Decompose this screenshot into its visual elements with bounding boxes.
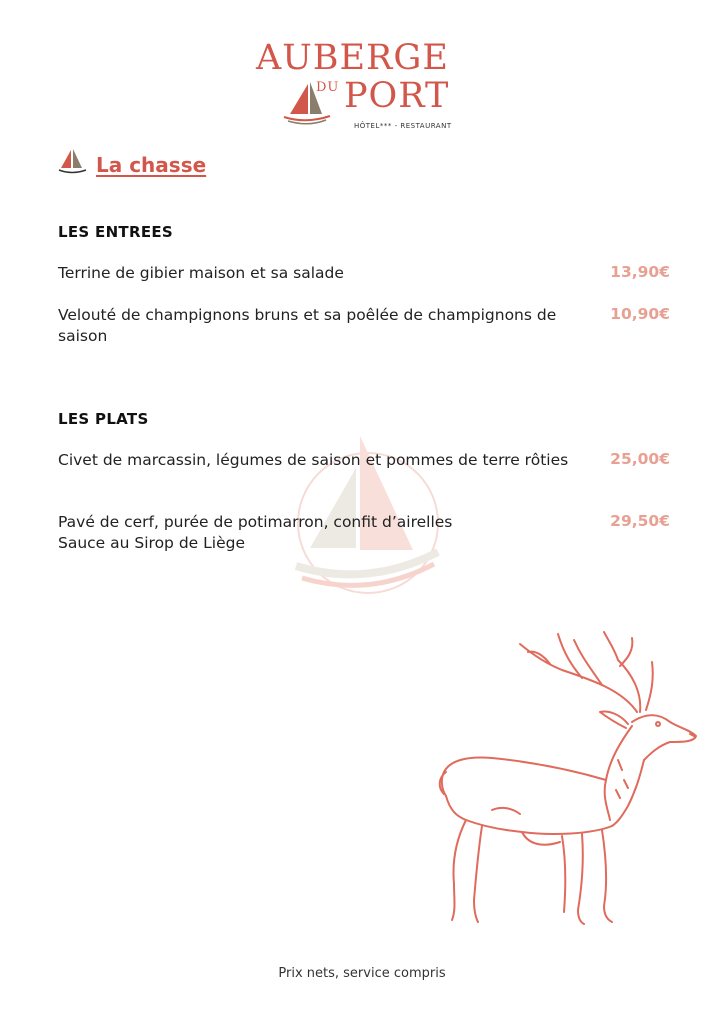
logo-subtitle: HÔTEL*** - RESTAURANT [354,122,452,130]
menu-item-name-line: Pavé de cerf, purée de potimarron, confit d’airelles [58,513,453,531]
logo-word-auberge: AUBERGE [256,38,449,78]
category-heading-entrees: LES ENTREES [58,223,174,241]
menu-item-price: 29,50€ [610,512,670,530]
menu-item-name: Civet de marcassin, légumes de saison et pommes de terre rôties [58,451,569,469]
menu-item-price: 10,90€ [610,305,670,323]
logo-word-port: PORT [344,76,450,116]
menu-item-price: 25,00€ [610,450,670,468]
logo-word-du: DU [316,80,340,95]
sailboat-icon [58,148,88,176]
menu-item-name-line: Sauce au Sirop de Liège [58,534,245,552]
deer-illustration-icon [432,630,700,926]
menu-item-name [58,512,598,554]
footer-note: Prix nets, service compris [278,966,446,981]
menu-item-name: Velouté de champignons bruns et sa poêlée de champignons de saison [58,306,557,345]
section-title: La chasse [96,153,207,177]
menu-item-name: Terrine de gibier maison et sa salade [58,264,344,282]
category-heading-plats: LES PLATS [58,410,149,428]
menu-item-price: 13,90€ [610,263,670,281]
restaurant-logo [250,36,450,136]
